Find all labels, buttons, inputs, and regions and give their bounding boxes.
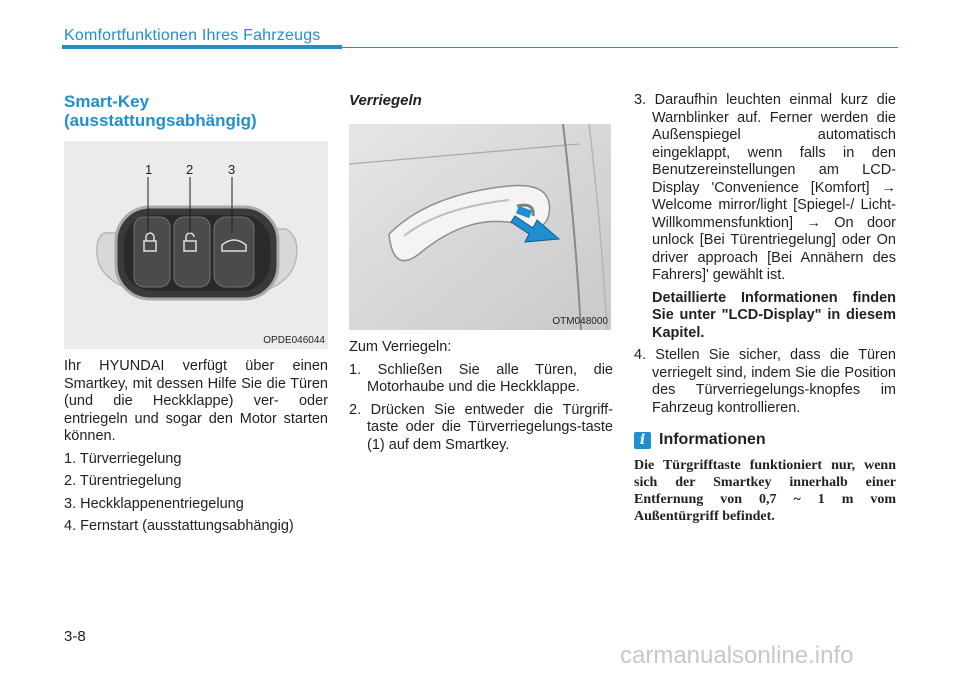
smart-key-intro: Ihr HYUNDAI verfügt über einen Smartkey, mit dessen Hilfe Sie die Türen (und die Heckklappe) ver- oder entriegeln und sogar den Motor starten können. bbox=[64, 358, 328, 444]
header-rule-thin bbox=[342, 47, 898, 48]
watermark: carmanualsonline.info bbox=[620, 642, 854, 669]
step-4: 4. Stellen Sie sicher, dass die Türen verriegelt sind, indem Sie die Position des Türverriegelungs-knopfes im Fahrzeug kontrollieren. bbox=[634, 347, 896, 416]
list-item: 3. Heckklappenentriegelung bbox=[64, 495, 244, 512]
smart-key-function-list bbox=[64, 451, 328, 536]
figure-code: OPDE046044 bbox=[263, 335, 325, 346]
door-handle-illustration bbox=[349, 124, 611, 330]
section-header-title: Komfortfunktionen Ihres Fahrzeugs bbox=[64, 27, 321, 44]
smart-key-illustration bbox=[64, 141, 328, 349]
list-item: 2. Drücken Sie entweder die Türgriff-taste oder die Türverriegelungs-taste (1) auf dem Smartkey. bbox=[349, 401, 613, 453]
list-item: 4. Fernstart (ausstattungsabhängig) bbox=[64, 518, 294, 534]
list-item: 1. Türverriegelung bbox=[64, 450, 182, 467]
door-handle-figure bbox=[349, 124, 611, 330]
info-title: Informationen bbox=[659, 431, 766, 448]
figure-code: OTM048000 bbox=[552, 316, 608, 327]
smart-key-figure bbox=[64, 141, 328, 349]
smart-key-heading: Smart-Key (ausstattungsabhängig) bbox=[64, 92, 257, 130]
lock-steps bbox=[349, 362, 613, 455]
column-verriegeln bbox=[349, 92, 613, 454]
lock-intro: Zum Verriegeln: bbox=[349, 339, 452, 355]
list-item: 2. Türentriegelung bbox=[64, 473, 182, 489]
verriegeln-heading: Verriegeln bbox=[349, 92, 422, 109]
key-number-2: 2 bbox=[186, 162, 194, 177]
info-icon: i bbox=[634, 432, 651, 449]
info-heading bbox=[634, 431, 896, 449]
header-rule-thick bbox=[62, 45, 342, 49]
key-number-3: 3 bbox=[228, 162, 236, 177]
column-continued bbox=[634, 92, 896, 525]
column-smart-key bbox=[64, 92, 328, 536]
list-item: 1. Schließen Sie alle Türen, die Motorhaube und die Heckklappe. bbox=[349, 361, 613, 395]
step-3-note: Detaillierte Informationen finden Sie unter "LCD-Display" in diesem Kapitel. bbox=[652, 289, 896, 341]
step-3: 3. Daraufhin leuchten einmal kurz die Warnblinker auf. Ferner werden die Außenspiegel automatisch eingeklappt, wenn falls in den Benutzereinstellungen am LCD-Display 'Convenience [Komfort] → Welcome mirror/light [Spiegel-/ Licht-Willkommensfunktion] → On door unlock [Bei Türentriegelung] oder On driver approach [Bei Annähern des Fahrers]' gewählt ist. bbox=[634, 92, 896, 283]
key-number-1: 1 bbox=[145, 162, 153, 177]
page-number: 3-8 bbox=[64, 628, 86, 645]
info-text: Die Türgrifftaste funktioniert nur, wenn sich der Smartkey innerhalb einer Entfernung von 0,7 ~ 1 m vom Außentürgriff befindet. bbox=[634, 458, 896, 524]
